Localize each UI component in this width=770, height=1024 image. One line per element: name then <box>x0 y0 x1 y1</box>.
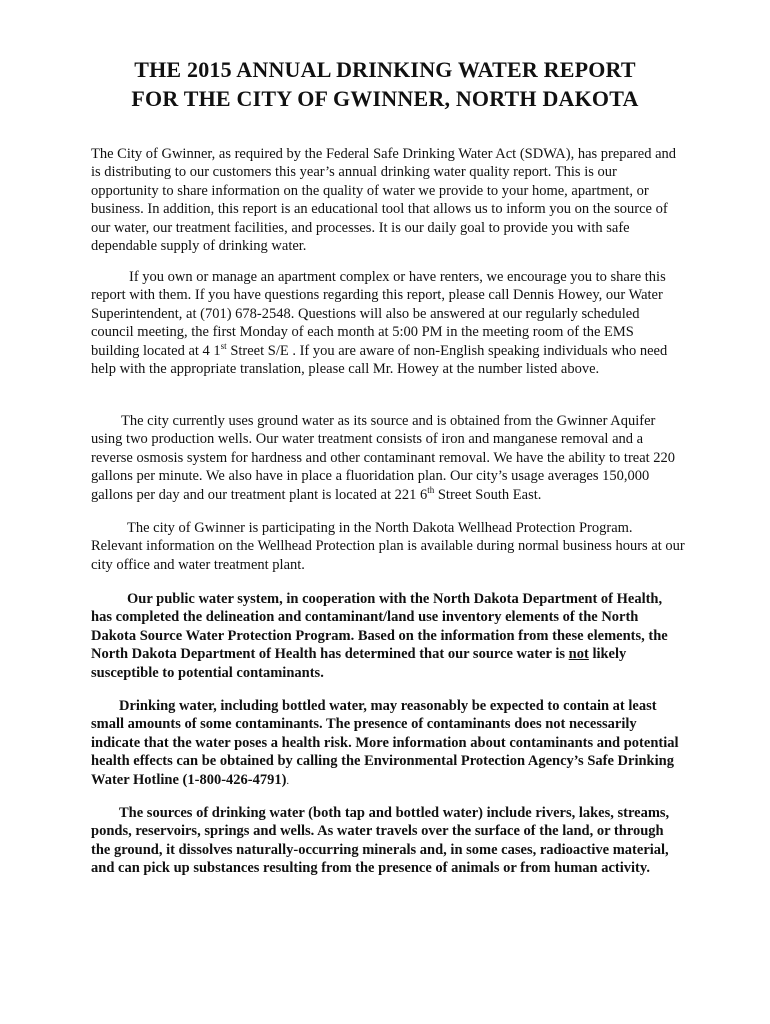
source-protection-text-a: Our public water system, in cooperation with the North Dakota Department of Health, has completed the delineation and contaminant/land use inventory elements of the North Dakota Source Water Protection Program. Based on the information from these elements, the North Dakota Department of Health has determined that our source water is <box>91 591 668 663</box>
contact-text-b: Street S/E . If you are aware of non-English speaking individuals who need help with the appropriate translation, please call Mr. Howey at the number listed above. <box>91 342 668 378</box>
page-title <box>60 55 710 113</box>
title-line-2: FOR THE CITY OF GWINNER, NORTH DAKOTA <box>131 86 639 111</box>
contact-text-a: If you own or manage an apartment complex or have renters, we encourage you to share this report with them. If you have questions regarding this report, please call Dennis Howey, our Water Superintendent, at (701) 678-2548. Questions will also be answered at our regularly scheduled council meeting, the first Monday of each month at 5:00 PM in the meeting room of the EMS building located at 4 1 <box>91 269 666 359</box>
drinking-water-sources-paragraph: The sources of drinking water (both tap and bottled water) include rivers, lakes, streams, ponds, reservoirs, springs and wells. As water travels over the surface of the land, or through the ground, it dissolves naturally-occurring minerals and, in some cases, radioactive material, and can pick up substances resulting from the presence of animals or from human activity. <box>91 805 670 877</box>
contaminants-text: Drinking water, including bottled water, may reasonably be expected to contain at least small amounts of some contaminants. The presence of contaminants does not necessarily indicate that the water poses a health risk. More information about contaminants and potential health effects can be obtained by calling the Environmental Protection Agency’s Safe Drinking Water Hotline (1-800-426-4791) <box>91 698 679 788</box>
title-line-1: THE 2015 ANNUAL DRINKING WATER REPORT <box>134 57 636 82</box>
wellhead-paragraph: The city of Gwinner is participating in the North Dakota Wellhead Protection Program. Relevant information on the Wellhead Protection plan is available during normal business hours at our city office and water treatment plant. <box>91 520 685 573</box>
contaminants-paragraph <box>91 697 685 791</box>
contact-paragraph <box>91 268 685 378</box>
source-protection-text-b: likely susceptible to potential contaminants. <box>91 646 627 681</box>
source-protection-paragraph <box>91 590 685 682</box>
contaminants-period: . <box>286 775 289 787</box>
ordinal-superscript: th <box>427 484 435 495</box>
ordinal-superscript: st <box>220 340 227 351</box>
water-source-text-a: The city currently uses ground water as its source and is obtained from the Gwinner Aquifer using two production wells. Our water treatment consists of iron and manganese removal and a reverse osmosis system for hardness and other contaminant removal. We have the ability to treat 220 gallons per minute. We also have in place a fluoridation plan. Our city’s usage averages 150,000 gallons per day and our treatment plant is located at 221 6 <box>91 413 676 503</box>
emphasis-not: not <box>568 646 589 663</box>
water-source-paragraph <box>91 412 685 504</box>
intro-paragraph: The City of Gwinner, as required by the Federal Safe Drinking Water Act (SDWA), has prepared and is distributing to our customers this year’s annual drinking water quality report. This is our opportunity to share information on the quality of water we provide to your home, apartment, or business. In addition, this report is an educational tool that allows us to inform you on the source of our water, our treatment facilities, and processes. It is our daily goal to provide you with safe dependable supply of drinking water. <box>91 146 677 255</box>
water-source-text-b: Street South East. <box>434 486 542 503</box>
